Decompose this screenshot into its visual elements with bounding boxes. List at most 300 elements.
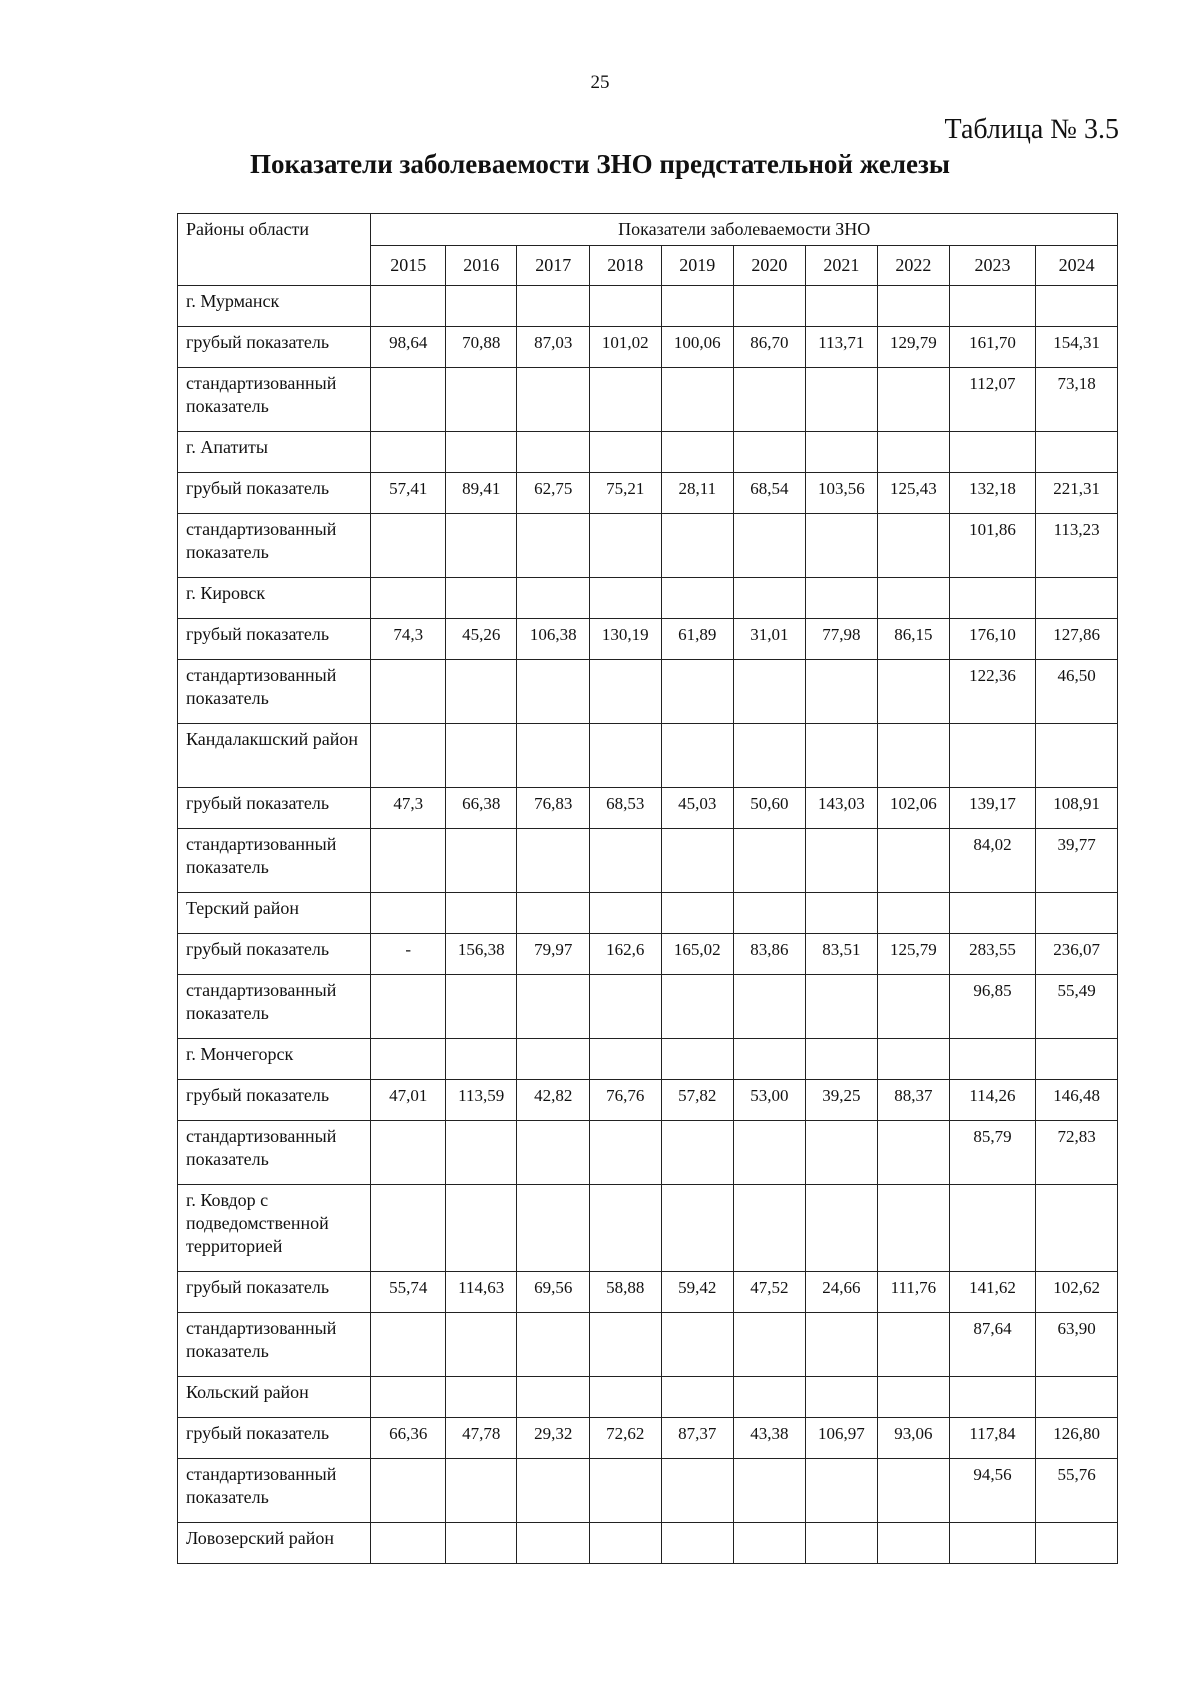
table-cell: 59,42	[661, 1272, 734, 1313]
table-cell: 76,76	[590, 1080, 662, 1121]
table-cell: 68,54	[734, 473, 806, 514]
table-cell: 28,11	[661, 473, 734, 514]
table-cell	[371, 1121, 446, 1185]
table-cell	[445, 1459, 517, 1523]
table-cell	[590, 1377, 662, 1418]
table-cell	[371, 1377, 446, 1418]
table-cell: 31,01	[734, 619, 806, 660]
table-row	[178, 660, 1118, 724]
table-cell	[517, 975, 590, 1039]
table-cell	[517, 660, 590, 724]
table-cell: 141,62	[949, 1272, 1036, 1313]
table-cell	[590, 893, 662, 934]
table-cell: 58,88	[590, 1272, 662, 1313]
table-cell	[445, 432, 517, 473]
table-cell	[805, 1459, 878, 1523]
table-cell: 129,79	[878, 327, 950, 368]
table-cell	[805, 1039, 878, 1080]
table-row	[178, 1121, 1118, 1185]
table-cell: 76,83	[517, 788, 590, 829]
row-label: грубый показатель	[178, 1272, 371, 1313]
table-cell: 70,88	[445, 327, 517, 368]
table-cell: 103,56	[805, 473, 878, 514]
table-cell	[371, 286, 446, 327]
table-cell: 61,89	[661, 619, 734, 660]
table-cell	[734, 893, 806, 934]
table-cell: 139,17	[949, 788, 1036, 829]
table-cell	[371, 1039, 446, 1080]
table-cell	[734, 660, 806, 724]
table-cell	[878, 1377, 950, 1418]
table-cell	[445, 1185, 517, 1272]
table-cell: 146,48	[1036, 1080, 1118, 1121]
table-cell: 143,03	[805, 788, 878, 829]
row-label: г. Ковдор с подведомственной территорией	[178, 1185, 371, 1272]
table-cell	[734, 975, 806, 1039]
table-cell	[590, 1039, 662, 1080]
row-label: стандартизованный показатель	[178, 368, 371, 432]
table-cell	[805, 1185, 878, 1272]
table-cell	[661, 1313, 734, 1377]
table-cell: 84,02	[949, 829, 1036, 893]
table-cell: 113,71	[805, 327, 878, 368]
table-cell	[878, 724, 950, 788]
table-cell: 72,62	[590, 1418, 662, 1459]
table-cell	[371, 368, 446, 432]
table-cell: 79,97	[517, 934, 590, 975]
table-row	[178, 1418, 1118, 1459]
row-label: Терский район	[178, 893, 371, 934]
table-cell	[371, 578, 446, 619]
table-cell	[661, 578, 734, 619]
table-cell	[1036, 1523, 1118, 1564]
header-year: 2024	[1036, 246, 1118, 286]
row-label: грубый показатель	[178, 327, 371, 368]
table-row	[178, 724, 1118, 788]
table-cell	[949, 286, 1036, 327]
table-cell: 101,02	[590, 327, 662, 368]
table-cell	[805, 724, 878, 788]
table-row	[178, 514, 1118, 578]
table-cell: 47,78	[445, 1418, 517, 1459]
table-cell	[517, 368, 590, 432]
table-cell	[517, 1523, 590, 1564]
table-cell: 106,38	[517, 619, 590, 660]
table-cell	[445, 1121, 517, 1185]
table-cell: 111,76	[878, 1272, 950, 1313]
row-label: грубый показатель	[178, 934, 371, 975]
table-cell	[590, 286, 662, 327]
table-cell: 101,86	[949, 514, 1036, 578]
table-cell	[590, 1121, 662, 1185]
table-cell	[1036, 432, 1118, 473]
table-cell	[371, 1523, 446, 1564]
table-cell: 156,38	[445, 934, 517, 975]
table-cell: 66,36	[371, 1418, 446, 1459]
header-year: 2016	[445, 246, 517, 286]
table-cell	[734, 1377, 806, 1418]
table-cell: 72,83	[1036, 1121, 1118, 1185]
table-cell: 108,91	[1036, 788, 1118, 829]
table-cell	[878, 578, 950, 619]
table-cell: 106,97	[805, 1418, 878, 1459]
table-cell: 39,77	[1036, 829, 1118, 893]
table-row	[178, 1039, 1118, 1080]
table-cell	[661, 432, 734, 473]
table-cell: 125,43	[878, 473, 950, 514]
header-year: 2022	[878, 246, 950, 286]
table-cell: 46,50	[1036, 660, 1118, 724]
table-cell	[805, 1523, 878, 1564]
header-year: 2015	[371, 246, 446, 286]
table-cell	[445, 1523, 517, 1564]
row-label: грубый показатель	[178, 1418, 371, 1459]
table-cell	[734, 1313, 806, 1377]
table-cell	[517, 1121, 590, 1185]
table-cell	[805, 368, 878, 432]
table-row	[178, 327, 1118, 368]
table-cell	[445, 1377, 517, 1418]
table-cell	[517, 1459, 590, 1523]
header-year: 2021	[805, 246, 878, 286]
table-cell: 47,01	[371, 1080, 446, 1121]
table-cell	[661, 829, 734, 893]
table-cell	[661, 893, 734, 934]
table-cell: 113,59	[445, 1080, 517, 1121]
table-cell: 63,90	[1036, 1313, 1118, 1377]
row-label: стандартизованный показатель	[178, 1459, 371, 1523]
table-row	[178, 578, 1118, 619]
row-label: г. Кировск	[178, 578, 371, 619]
table-cell	[590, 368, 662, 432]
table-row	[178, 1523, 1118, 1564]
table-cell: 42,82	[517, 1080, 590, 1121]
table-cell	[878, 432, 950, 473]
table-cell: 100,06	[661, 327, 734, 368]
table-cell	[949, 724, 1036, 788]
table-cell	[805, 893, 878, 934]
header-year: 2023	[949, 246, 1036, 286]
table-cell	[517, 1039, 590, 1080]
table-row	[178, 619, 1118, 660]
table-row	[178, 1272, 1118, 1313]
header-year: 2018	[590, 246, 662, 286]
table-cell: 77,98	[805, 619, 878, 660]
table-cell: 102,62	[1036, 1272, 1118, 1313]
table-cell: 127,86	[1036, 619, 1118, 660]
table-cell	[590, 1313, 662, 1377]
table-cell	[517, 893, 590, 934]
table-cell	[805, 829, 878, 893]
table-cell	[734, 578, 806, 619]
incidence-table	[177, 213, 1118, 1564]
table-cell	[517, 724, 590, 788]
row-label: г. Апатиты	[178, 432, 371, 473]
table-cell: 89,41	[445, 473, 517, 514]
table-cell: 57,41	[371, 473, 446, 514]
table-cell: 154,31	[1036, 327, 1118, 368]
table-cell: 83,86	[734, 934, 806, 975]
table-cell	[949, 432, 1036, 473]
table-row	[178, 975, 1118, 1039]
table-cell	[734, 1523, 806, 1564]
table-cell: 47,3	[371, 788, 446, 829]
table-cell	[517, 514, 590, 578]
table-cell	[445, 660, 517, 724]
table-cell: 87,37	[661, 1418, 734, 1459]
table-cell	[590, 578, 662, 619]
table-cell: 75,21	[590, 473, 662, 514]
table-cell: 162,6	[590, 934, 662, 975]
table-caption: Таблица № 3.5	[944, 114, 1119, 145]
table-cell: 68,53	[590, 788, 662, 829]
table-cell	[517, 432, 590, 473]
table-cell	[661, 514, 734, 578]
table-cell	[1036, 578, 1118, 619]
table-cell	[1036, 286, 1118, 327]
header-year: 2019	[661, 246, 734, 286]
table-cell	[517, 578, 590, 619]
table-cell	[949, 578, 1036, 619]
table-cell	[805, 1313, 878, 1377]
header-group: Показатели заболеваемости ЗНО	[371, 214, 1118, 246]
table-cell: 88,37	[878, 1080, 950, 1121]
table-cell: 161,70	[949, 327, 1036, 368]
table-cell	[590, 1523, 662, 1564]
table-cell: 69,56	[517, 1272, 590, 1313]
table-cell	[1036, 1185, 1118, 1272]
table-cell	[949, 893, 1036, 934]
row-label: стандартизованный показатель	[178, 1313, 371, 1377]
table-cell	[805, 660, 878, 724]
table-cell	[1036, 1377, 1118, 1418]
table-cell: 87,03	[517, 327, 590, 368]
row-label: стандартизованный показатель	[178, 975, 371, 1039]
table-cell: 236,07	[1036, 934, 1118, 975]
table-cell: 132,18	[949, 473, 1036, 514]
table-cell: 221,31	[1036, 473, 1118, 514]
table-cell	[661, 1185, 734, 1272]
table-cell	[734, 432, 806, 473]
table-cell: 86,15	[878, 619, 950, 660]
table-cell	[878, 286, 950, 327]
table-cell: 24,66	[805, 1272, 878, 1313]
table-cell	[1036, 724, 1118, 788]
table-cell	[445, 975, 517, 1039]
row-label: г. Мончегорск	[178, 1039, 371, 1080]
table-cell: 117,84	[949, 1418, 1036, 1459]
table-cell	[878, 1039, 950, 1080]
table-cell: 94,56	[949, 1459, 1036, 1523]
table-cell: 55,76	[1036, 1459, 1118, 1523]
table-row	[178, 1459, 1118, 1523]
table-cell: 122,36	[949, 660, 1036, 724]
table-cell: 45,03	[661, 788, 734, 829]
table-cell	[445, 368, 517, 432]
page-number: 25	[590, 72, 610, 93]
table-cell	[661, 1377, 734, 1418]
table-cell: 62,75	[517, 473, 590, 514]
table-row	[178, 1313, 1118, 1377]
table-cell	[517, 1185, 590, 1272]
table-cell	[805, 514, 878, 578]
table-cell	[734, 286, 806, 327]
table-cell	[949, 1377, 1036, 1418]
table-cell	[805, 1121, 878, 1185]
table-cell	[734, 514, 806, 578]
row-label: стандартизованный показатель	[178, 829, 371, 893]
table-row	[178, 368, 1118, 432]
table-cell	[661, 975, 734, 1039]
table-cell: 74,3	[371, 619, 446, 660]
table-row	[178, 473, 1118, 514]
table-cell	[445, 1313, 517, 1377]
table-cell: 98,64	[371, 327, 446, 368]
table-row	[178, 788, 1118, 829]
table-cell	[590, 829, 662, 893]
table-cell	[878, 1313, 950, 1377]
table-cell	[517, 1377, 590, 1418]
table-cell	[734, 1459, 806, 1523]
table-cell	[445, 286, 517, 327]
table-cell	[878, 1121, 950, 1185]
table-cell	[445, 514, 517, 578]
table-cell: 85,79	[949, 1121, 1036, 1185]
table-cell	[661, 660, 734, 724]
table-cell	[661, 368, 734, 432]
table-cell: 113,23	[1036, 514, 1118, 578]
header-districts: Районы области	[178, 214, 371, 286]
table-cell: -	[371, 934, 446, 975]
table-cell	[371, 893, 446, 934]
row-label: стандартизованный показатель	[178, 514, 371, 578]
table-cell	[878, 829, 950, 893]
table-cell	[590, 660, 662, 724]
table-cell: 126,80	[1036, 1418, 1118, 1459]
table-cell	[590, 724, 662, 788]
table-cell	[661, 1121, 734, 1185]
row-label: грубый показатель	[178, 619, 371, 660]
table-body	[178, 286, 1118, 1564]
table-cell	[878, 975, 950, 1039]
table-cell	[805, 432, 878, 473]
table-cell	[878, 1185, 950, 1272]
row-label: г. Мурманск	[178, 286, 371, 327]
table-cell	[371, 432, 446, 473]
table-cell: 55,74	[371, 1272, 446, 1313]
table-cell	[805, 286, 878, 327]
table-row	[178, 432, 1118, 473]
table-cell	[371, 724, 446, 788]
table-cell	[661, 724, 734, 788]
table-cell: 66,38	[445, 788, 517, 829]
row-label: грубый показатель	[178, 788, 371, 829]
table-cell: 57,82	[661, 1080, 734, 1121]
row-label: Кольский район	[178, 1377, 371, 1418]
table-cell: 73,18	[1036, 368, 1118, 432]
table-cell: 55,49	[1036, 975, 1118, 1039]
table-cell	[878, 660, 950, 724]
table-row	[178, 1377, 1118, 1418]
table-cell	[949, 1523, 1036, 1564]
table-cell	[371, 975, 446, 1039]
table-cell: 165,02	[661, 934, 734, 975]
table-cell	[949, 1185, 1036, 1272]
table-cell: 130,19	[590, 619, 662, 660]
table-cell	[517, 286, 590, 327]
table-cell	[878, 893, 950, 934]
table-cell: 87,64	[949, 1313, 1036, 1377]
row-label: грубый показатель	[178, 1080, 371, 1121]
table-cell	[590, 432, 662, 473]
table-cell: 96,85	[949, 975, 1036, 1039]
row-label: стандартизованный показатель	[178, 660, 371, 724]
table-cell	[661, 286, 734, 327]
row-label: грубый показатель	[178, 473, 371, 514]
table-cell: 45,26	[445, 619, 517, 660]
table-cell	[734, 368, 806, 432]
table-cell	[949, 1039, 1036, 1080]
table-row	[178, 1185, 1118, 1272]
table-cell	[371, 829, 446, 893]
table-row	[178, 934, 1118, 975]
table-cell	[517, 829, 590, 893]
table-cell	[445, 829, 517, 893]
table-cell: 114,26	[949, 1080, 1036, 1121]
table-cell	[661, 1459, 734, 1523]
table-cell	[878, 368, 950, 432]
table-cell	[445, 893, 517, 934]
row-label: Кандалакшский район	[178, 724, 371, 788]
table-cell	[805, 1377, 878, 1418]
table-cell	[878, 514, 950, 578]
table-cell	[1036, 893, 1118, 934]
table-cell	[590, 1185, 662, 1272]
table-cell: 86,70	[734, 327, 806, 368]
table-cell	[734, 829, 806, 893]
table-cell	[445, 578, 517, 619]
table-cell: 112,07	[949, 368, 1036, 432]
table-cell	[734, 724, 806, 788]
row-label: стандартизованный показатель	[178, 1121, 371, 1185]
table-cell	[661, 1039, 734, 1080]
table-row	[178, 829, 1118, 893]
table-cell	[661, 1523, 734, 1564]
row-label: Ловозерский район	[178, 1523, 371, 1564]
table-cell	[445, 724, 517, 788]
table-cell	[517, 1313, 590, 1377]
table-cell	[590, 514, 662, 578]
table-cell: 29,32	[517, 1418, 590, 1459]
table-cell	[371, 1185, 446, 1272]
table-cell: 125,79	[878, 934, 950, 975]
table-cell: 83,51	[805, 934, 878, 975]
table-cell	[734, 1039, 806, 1080]
table-cell: 114,63	[445, 1272, 517, 1313]
table-cell	[371, 1459, 446, 1523]
header-year: 2017	[517, 246, 590, 286]
table-cell: 93,06	[878, 1418, 950, 1459]
table-cell	[878, 1523, 950, 1564]
table-cell	[371, 660, 446, 724]
table-cell	[734, 1121, 806, 1185]
table-cell	[590, 1459, 662, 1523]
table-cell: 53,00	[734, 1080, 806, 1121]
table-cell	[371, 1313, 446, 1377]
table-cell	[878, 1459, 950, 1523]
table-cell	[445, 1039, 517, 1080]
header-year: 2020	[734, 246, 806, 286]
